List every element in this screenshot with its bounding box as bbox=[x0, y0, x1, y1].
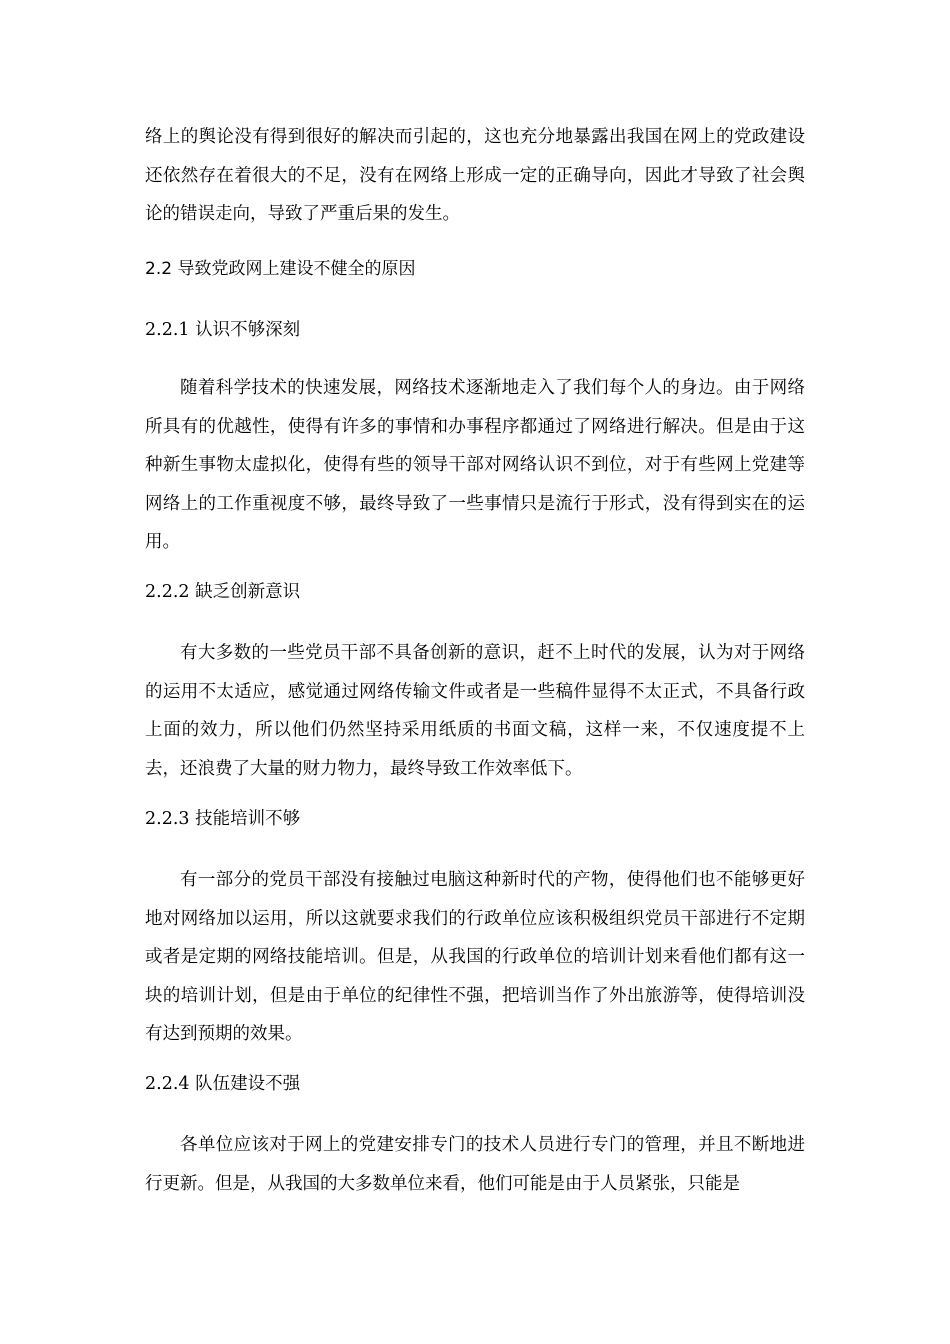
intro-paragraph: 络上的舆论没有得到很好的解决而引起的，这也充分地暴露出我国在网上的党政建设还依然存在着很大的不足，没有在网络上形成一定的正确导向，因此才导致了社会舆论的错误走向，导致了严重后果的发生。 bbox=[145, 127, 805, 225]
subsection-heading-2-2-3: 2.2.3 技能培训不够 bbox=[145, 809, 301, 829]
subsection-paragraph-2-2-2: 有大多数的一些党员干部不具备创新的意识，赶不上时代的发展，认为对于网络的运用不太适应，感觉通过网络传输文件或者是一些稿件显得不太正式，不具备行政上面的效力，所以他们仍然坚持采用纸质的书面文稿，这样一来，不仅速度提不上去，还浪费了大量的财力物力，最终导致工作效率低下。 bbox=[145, 643, 805, 779]
subsection-heading-2-2-2: 2.2.2 缺乏创新意识 bbox=[145, 582, 301, 602]
subsection-paragraph-2-2-1: 随着科学技术的快速发展，网络技术逐渐地走入了我们每个人的身边。由于网络所具有的优越性，使得有许多的事情和办事程序都通过了网络进行解决。但是由于这种新生事物太虚拟化，使得有些的领导干部对网络认识不到位，对于有些网上党建等网络上的工作重视度不够，最终导致了一些事情只是流行于形式，没有得到实在的运用。 bbox=[145, 378, 805, 553]
section-heading: 2.2 导致党政网上建设不健全的原因 bbox=[145, 259, 416, 279]
subsection-heading-2-2-4: 2.2.4 队伍建设不强 bbox=[145, 1074, 301, 1094]
subsection-paragraph-2-2-4: 各单位应该对于网上的党建安排专门的技术人员进行专门的管理，并且不断地进行更新。但是，从我国的大多数单位来看，他们可能是由于人员紧张，只能是 bbox=[145, 1135, 805, 1194]
subsection-paragraph-2-2-3: 有一部分的党员干部没有接触过电脑这种新时代的产物，使得他们也不能够更好地对网络加以运用，所以这就要求我们的行政单位应该积极组织党员干部进行不定期或者是定期的网络技能培训。但是，从我国的行政单位的培训计划来看他们都有这一块的培训计划，但是由于单位的纪律性不强，把培训当作了外出旅游等，使得培训没有达到预期的效果。 bbox=[145, 870, 805, 1045]
subsection-heading-2-2-1: 2.2.1 认识不够深刻 bbox=[145, 320, 301, 340]
